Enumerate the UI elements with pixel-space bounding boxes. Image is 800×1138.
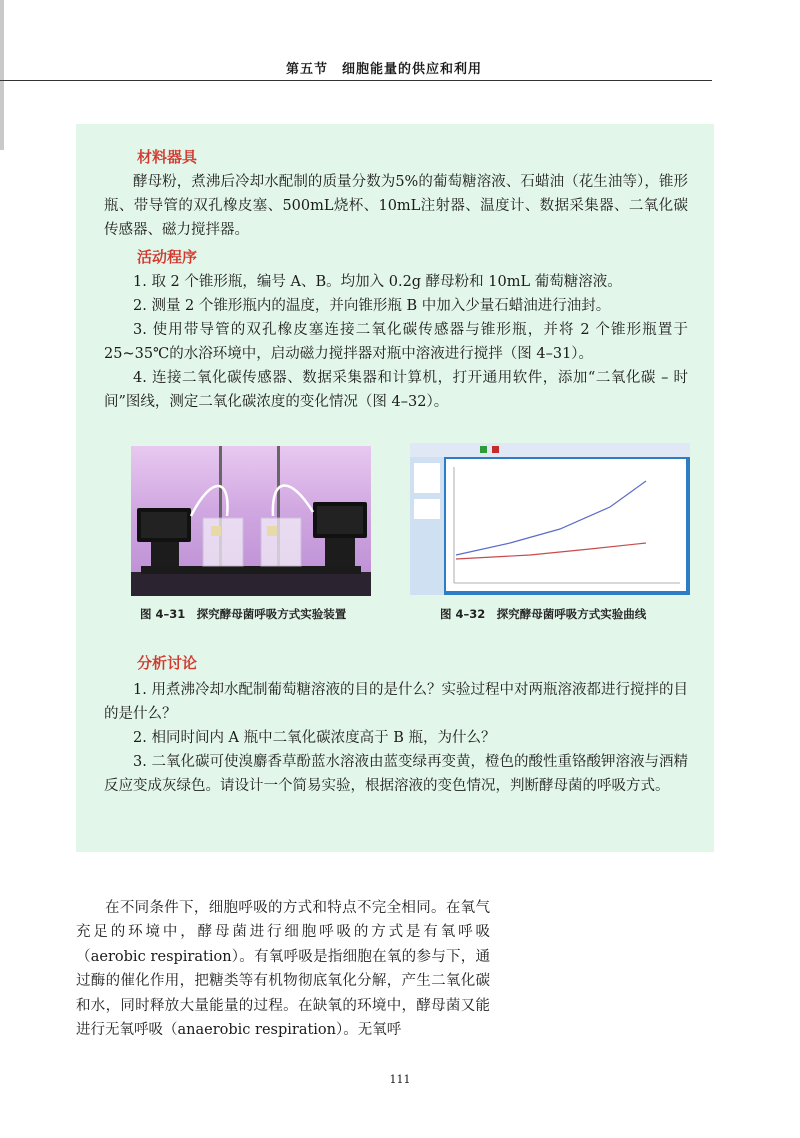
figure-caption: 图 4–31 探究酵母菌呼吸方式实验装置 [140,607,347,621]
discussion-heading: 分析讨论 [137,654,198,672]
materials-text: 酵母粉，煮沸后冷却水配制的质量分数为5%的葡萄糖溶液、石蜡油（花生油等），锥形瓶、带导管的双孔橡皮塞、500mL烧杯、10mL注射器、温度计、数据采集器、二氧化碳传感器、磁力搅拌器。 [104,174,688,238]
page-number: 111 [389,1073,411,1086]
section-title: 第五节 细胞能量的供应和利用 [285,62,482,77]
procedure-steps [104,270,688,414]
procedure-step: 1. 取 2 个锥形瓶，编号 A、B。均加入 0.2g 酵母粉和 10mL 葡萄糖溶液。 [133,274,622,290]
discussion-question: 1. 用煮沸冷却水配制葡萄糖溶液的目的是什么？实验过程中对两瓶溶液都进行搅拌的目的是什么？ [104,682,688,722]
procedure-step: 4. 连接二氧化碳传感器、数据采集器和计算机，打开通用软件，添加“二氧化碳 – 时间”图线，测定二氧化碳浓度的变化情况（图 4–32）。 [104,370,688,410]
discussion-question: 3. 二氧化碳可使溴麝香草酚蓝水溶液由蓝变绿再变黄，橙色的酸性重铬酸钾溶液与酒精反应变成灰绿色。请设计一个简易实验，根据溶液的变色情况，判断酵母菌的呼吸方式。 [104,754,688,794]
procedure-step: 3. 使用带导管的双孔橡皮塞连接二氧化碳传感器与锥形瓶，并将 2 个锥形瓶置于 25~35℃的水浴环境中，启动磁力搅拌器对瓶中溶液进行搅拌（图 4–31）。 [104,322,688,362]
procedure-step: 2. 测量 2 个锥形瓶内的温度，并向锥形瓶 B 中加入少量石蜡油进行油封。 [133,298,611,314]
body-text [76,896,490,1042]
page-header [0,56,712,81]
software-curve-screenshot [410,443,690,595]
discussion-questions [104,678,688,798]
figure-caption: 图 4–32 探究酵母菌呼吸方式实验曲线 [440,607,647,621]
materials-heading: 材料器具 [137,148,198,166]
procedure-heading: 活动程序 [137,248,198,266]
discussion-question: 2. 相同时间内 A 瓶中二氧化碳浓度高于 B 瓶，为什么？ [133,730,496,746]
body-paragraph: 在不同条件下，细胞呼吸的方式和特点不完全相同。在氧气充足的环境中，酵母菌进行细胞呼吸的方式是有氧呼吸（aerobic respiration）。有氧呼吸是指细胞在氧的参与下，通过酶的催化作用，把糖类等有机物彻底氧化分解，产生二氧化碳和水，同时释放大量能量的过程。在缺氧的环境中，酵母菌又能进行无氧呼吸（anaerobic respiration）。无氧呼 [76,900,490,1039]
apparatus-photo [131,446,371,596]
